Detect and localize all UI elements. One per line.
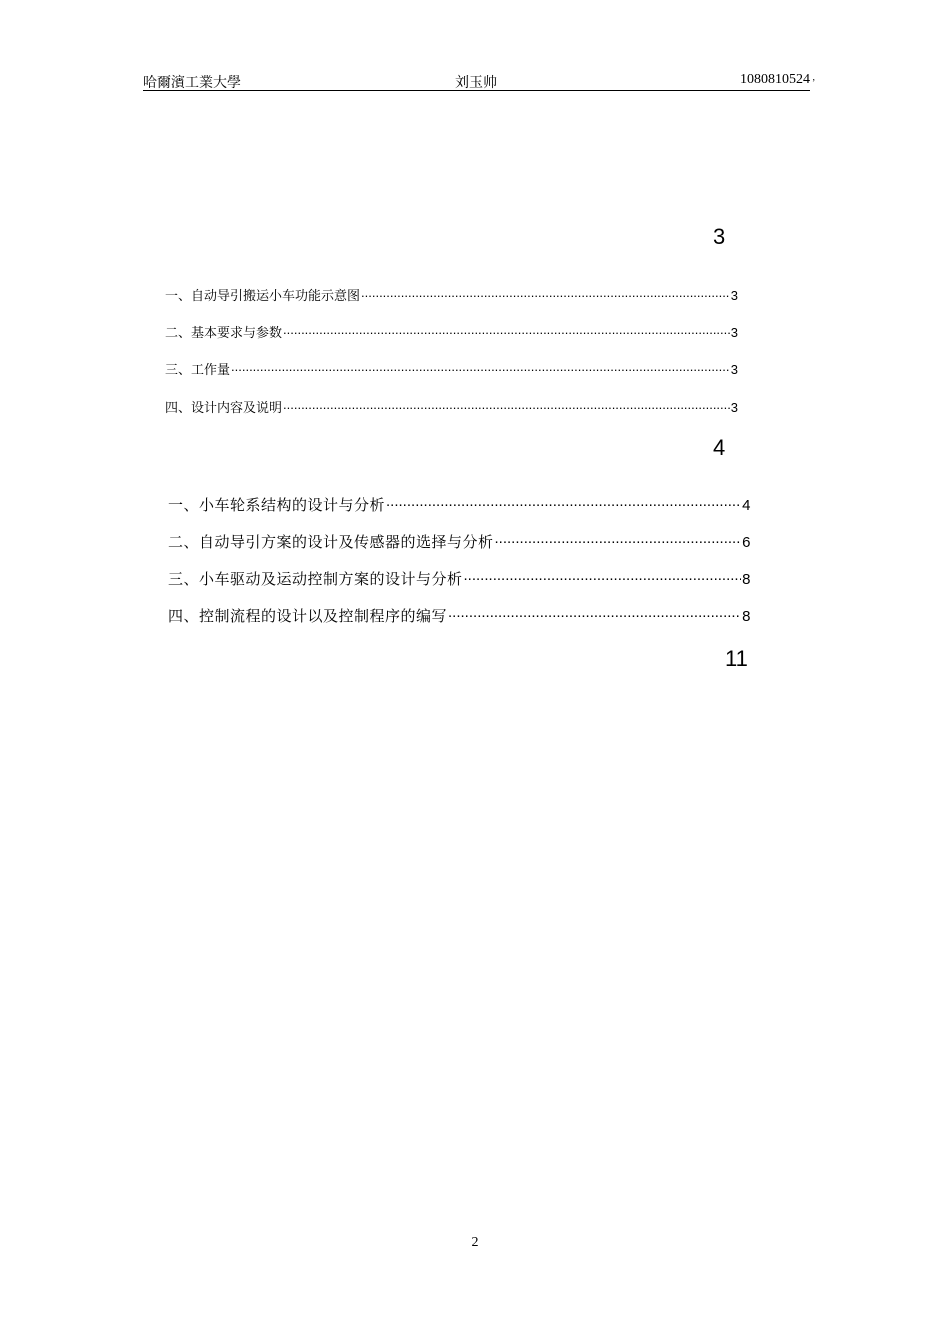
toc-entry[interactable] [165, 285, 738, 304]
toc-entry[interactable] [168, 531, 751, 552]
toc-entry[interactable] [168, 494, 751, 515]
header-student-id: 1080810524 [740, 72, 810, 87]
section-page-number: 3 [713, 224, 726, 249]
toc-leader-dots [386, 495, 741, 510]
toc-leader-dots [283, 399, 730, 412]
toc-entry-title: 一、自动导引搬运小车功能示意图 [165, 288, 361, 303]
toc-leader-dots [283, 324, 730, 337]
toc-entry[interactable] [168, 605, 751, 626]
toc-entry-title: 二、基本要求与参数 [165, 325, 283, 340]
toc-entry[interactable] [168, 568, 751, 589]
toc-leader-dots [361, 287, 730, 300]
toc-entry[interactable] [165, 397, 738, 416]
toc-entry-title: 四、设计内容及说明 [165, 400, 283, 415]
toc-entry-page: 3 [730, 288, 738, 303]
header-author: 刘玉帅 [455, 76, 497, 91]
toc-leader-dots [448, 606, 741, 621]
toc-entry-page: 4 [742, 497, 751, 514]
toc-entry-title: 四、控制流程的设计以及控制程序的编写 [168, 608, 448, 625]
page-number: 2 [471, 1235, 479, 1250]
toc-entry-page: 6 [742, 534, 751, 551]
toc-entry-title: 三、工作量 [165, 362, 231, 377]
toc-leader-dots [231, 361, 730, 374]
toc-entry[interactable] [165, 322, 738, 341]
toc-entry-page: 8 [742, 608, 751, 625]
toc-entry-title: 二、自动导引方案的设计及传感器的选择与分析 [168, 534, 494, 551]
toc-entry-title: 一、小车轮系结构的设计与分析 [168, 497, 386, 514]
toc-entry-title: 三、小车驱动及运动控制方案的设计与分析 [168, 571, 463, 588]
header-tick-mark: , [812, 72, 815, 83]
section-page-number: 11 [725, 646, 748, 671]
toc-entry-page: 3 [730, 362, 738, 377]
toc-leader-dots [495, 532, 742, 547]
header-university: 哈爾濱工業大學 [143, 76, 241, 91]
toc-entry-page: 3 [730, 325, 738, 340]
section-page-number: 4 [713, 435, 726, 460]
toc-entry[interactable] [165, 359, 738, 378]
toc-entry-page: 8 [742, 571, 751, 588]
toc-entry-page: 3 [730, 400, 738, 415]
toc-leader-dots [464, 569, 742, 584]
page-header [143, 70, 815, 91]
